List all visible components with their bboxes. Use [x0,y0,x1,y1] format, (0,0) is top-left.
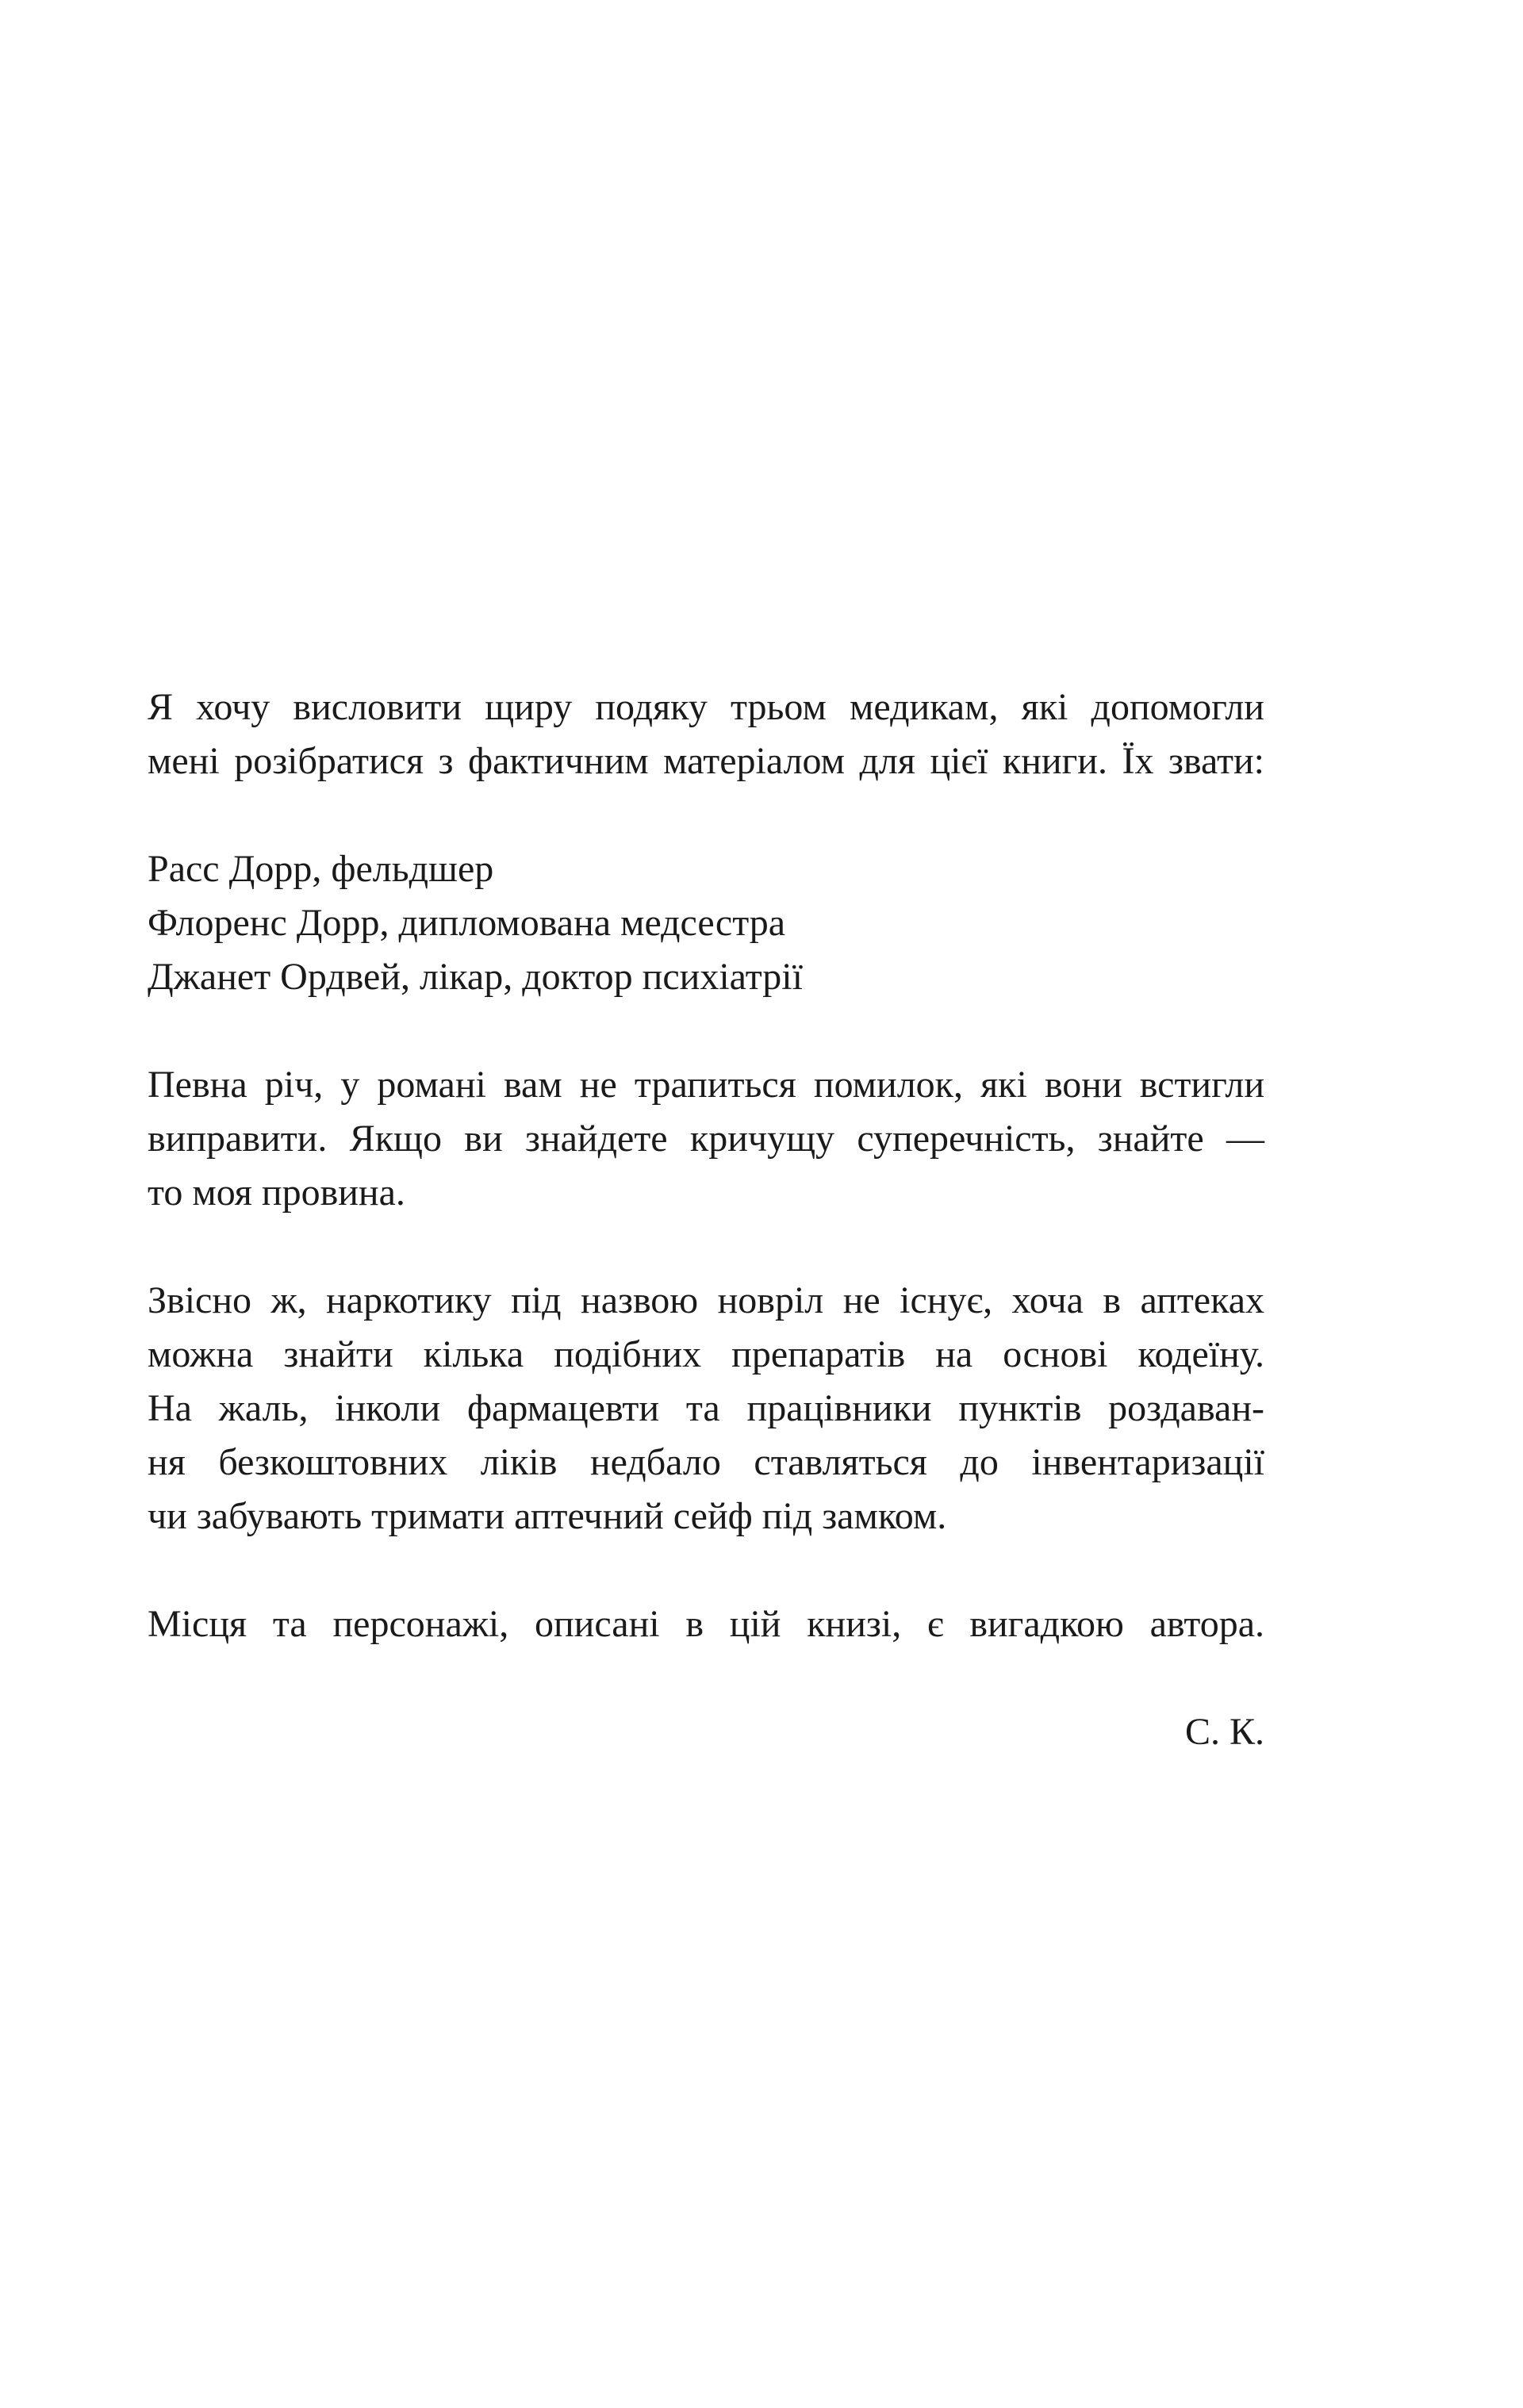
medics-list [148,842,1264,1004]
paragraph-gap [148,1220,1264,1274]
drug-line-1: Звісно ж, наркотику під назвою новріл не існує, хоча в аптеках [148,1279,1264,1321]
drug-line-3: На жаль, інколи фармацевти та працівники пунктів роздаван- [148,1387,1264,1429]
fiction-note-paragraph [148,1597,1264,1651]
medic-russ-dorr: Расс Дорр, фельдшер [148,848,494,890]
drug-line-2: можна знайти кілька подібних препаратів на основі кодеїну. [148,1333,1264,1375]
paragraph-gap [148,1543,1264,1597]
errors-line-2: виправити. Якщо ви знайдете кричущу суперечність, знайте — [148,1118,1264,1160]
medic-florence-dorr: Флоренс Дорр, дипломована медсестра [148,902,786,944]
drug-line-5: чи забувають тримати аптечний сейф під замком. [148,1495,947,1537]
medic-janet-ordway: Джанет Ордвей, лікар, доктор психіатрії [148,956,803,998]
drug-paragraph [148,1274,1264,1543]
author-signature: С. К. [1184,1711,1264,1753]
paragraph-gap [148,1651,1264,1705]
errors-line-1: Певна річ, у романі вам не трапиться помилок, які вони встигли [148,1064,1264,1106]
paragraph-gap [148,1004,1264,1058]
intro-paragraph [148,681,1264,788]
acknowledgements-text [148,681,1264,1759]
fiction-note: Місця та персонажі, описані в цій книзі, є вигадкою автора. [148,1603,1264,1645]
drug-line-4: ня безкоштовних ліків недбало ставляться до інвентаризації [148,1441,1264,1483]
intro-line-1: Я хочу висловити щиру подяку трьом медикам, які допомогли [148,686,1264,728]
intro-line-2: мені розібратися з фактичним матеріалом для цієї книги. Їх звати: [148,740,1264,782]
paragraph-gap [148,788,1264,842]
errors-line-3: то моя провина. [148,1171,405,1214]
errors-paragraph [148,1058,1264,1220]
